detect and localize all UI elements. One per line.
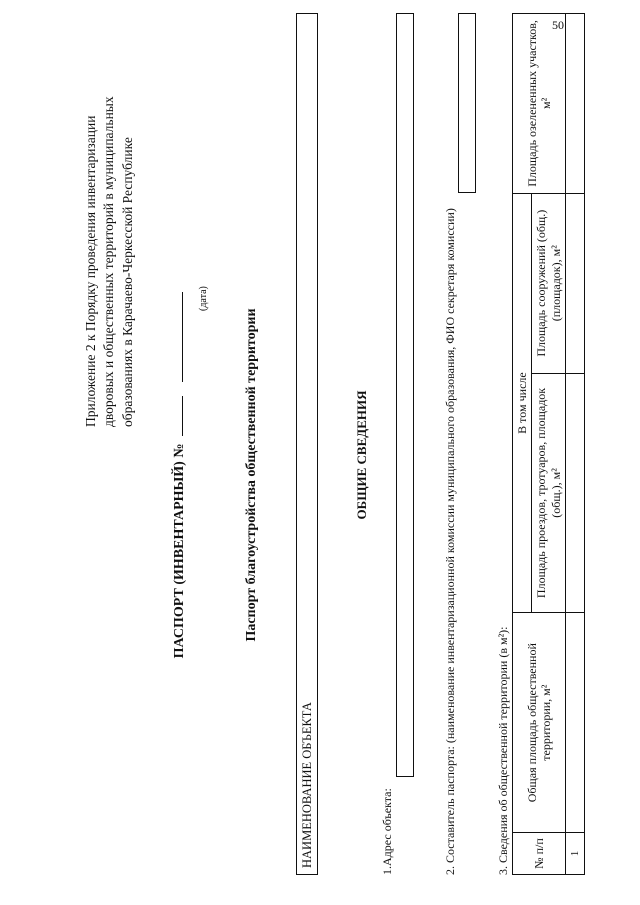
passport-subtitle: Паспорт благоустройства общественной территории	[244, 308, 259, 642]
number-blank[interactable]	[170, 396, 183, 436]
appendix-note	[82, 27, 137, 427]
cell-structures[interactable]	[566, 193, 585, 373]
territory-table	[512, 13, 585, 875]
object-name-label: НАИМЕНОВАНИЕ ОБЪЕКТА	[300, 702, 314, 868]
cell-row-num: 1	[566, 833, 585, 875]
table-row	[566, 14, 585, 875]
compiler-field[interactable]	[458, 13, 476, 193]
cell-roads[interactable]	[566, 373, 585, 613]
address-field[interactable]	[396, 13, 414, 777]
header-total: Общая площадь общественной территории, м²	[513, 613, 566, 833]
appendix-line-3: образованиях в Карачаево-Черкесской Республике	[119, 137, 135, 427]
passport-title	[170, 235, 188, 715]
compiler-label: 2. Составитель паспорта: (наименование инвентаризационной комиссии муниципального образования, ФИО секретаря комиссии)	[443, 208, 457, 875]
cell-total[interactable]	[566, 613, 585, 833]
territory-label: 3. Сведения об общественной территории (в м²):	[496, 626, 510, 875]
header-num: № п/п	[513, 833, 566, 875]
section-title: ОБЩИЕ СВЕДЕНИЯ	[354, 390, 369, 520]
header-incl: В том числе	[513, 193, 532, 612]
header-green: Площадь озелененных участков, м²	[513, 14, 566, 194]
passport-title-text: ПАСПОРТ (ИНВЕНТАРНЫЙ) №	[172, 443, 187, 659]
address-label: 1.Адрес объекта:	[380, 788, 394, 875]
header-structures: Площадь сооружений (общ.) (площадок), м²	[532, 193, 566, 373]
cell-green[interactable]	[566, 14, 585, 194]
appendix-line-2: дворовых и общественных территорий в муниципальных	[101, 96, 117, 427]
appendix-line-1: Приложение 2 к Порядку проведения инвентаризации	[83, 115, 98, 427]
table-header-row	[513, 14, 532, 875]
page-number: 50	[552, 18, 564, 32]
object-name-field[interactable]	[296, 13, 318, 875]
header-roads: Площадь проездов, тротуаров, площадок (общ.), м²	[532, 373, 566, 613]
date-blank[interactable]	[170, 292, 183, 382]
date-label: (дата)	[198, 286, 209, 311]
